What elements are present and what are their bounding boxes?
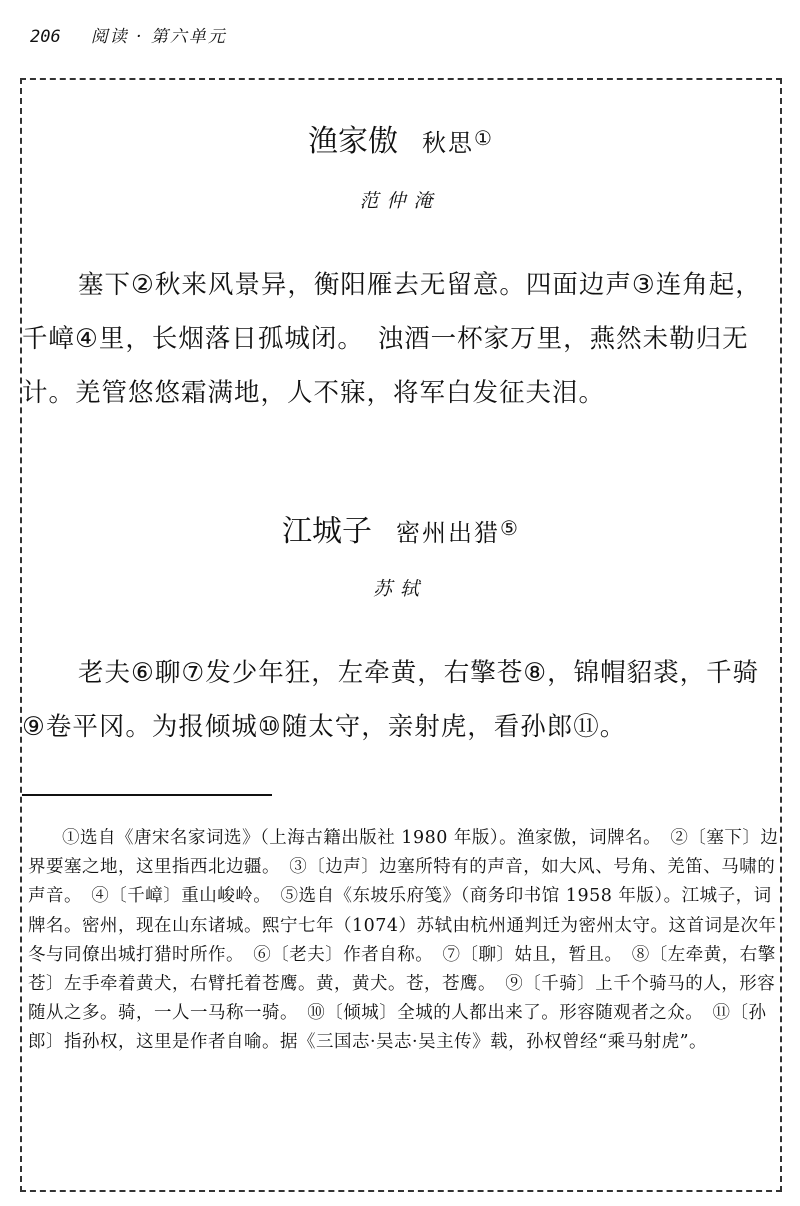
poem2-author: 苏轼 [372, 578, 427, 600]
poem1-title: 渔家傲 [308, 124, 399, 159]
section-title: 阅读 · 第六单元 [90, 27, 227, 47]
poem2-text: 老夫⑥聊⑦发少年狂，左牵黄，右擎苍⑧，锦帽貂裘，千骑⑨卷平冈。为报倾城⑩随太守，亲射虎，看孙郎⑪。 [22, 658, 760, 742]
poem2-subtitle: 密州出猎 [396, 519, 501, 547]
poem1-heading [0, 116, 800, 160]
poem1-text: 塞下②秋来风景异，衡阳雁去无留意。四面边声③连角起，千嶂④里，长烟落日孤城闭。 浊酒一杯家万里，燕然未勒归无计。羌管悠悠霜满地，人不寐，将军白发征夫泪。 [22, 270, 762, 408]
page-header [30, 22, 227, 46]
footnotes: ①选自《唐宋名家词选》（上海古籍出版社 1980 年版）。渔家傲，词牌名。 ②〔塞下〕边界要塞之地，这里指西北边疆。 ③〔边声〕边塞所特有的声音，如大风、号角、羌笛、马啸的声音。 ④〔千嶂〕重山峻岭。 ⑤选自《东坡乐府笺》（商务印书馆 1958 年版）。江城子，词牌名。密州，现在山东诸城。熙宁七年（1074）苏轼由杭州通判迁为密州太守。这首词是次年冬与同僚出城打猎时所作。 ⑥〔老夫〕作者自称。 ⑦〔聊〕姑且，暂且。 ⑧〔左牵黄，右擎苍〕左手牵着黄犬，右臂托着苍鹰。黄，黄犬。苍，苍鹰。 ⑨〔千骑〕上千个骑马的人，形容随从之多。骑，一人一马称一骑。 ⑩〔倾城〕全城的人都出来了。形容随观者之众。 ⑪〔孙郎〕指孙权，这里是作者自喻。据《三国志·吴志·吴主传》载，孙权曾经“乘马射虎”。 [28, 828, 779, 1053]
poem2-title-note: ⑤ [500, 516, 518, 540]
poem1-subtitle: 秋思 [422, 129, 475, 157]
poem1-author: 范仲淹 [359, 190, 441, 212]
page-number: 206 [30, 27, 61, 47]
footnote-rule [22, 794, 272, 796]
poem2-heading [0, 506, 800, 550]
poem1-title-note: ① [474, 126, 492, 150]
poem2-title: 江城子 [282, 514, 373, 549]
